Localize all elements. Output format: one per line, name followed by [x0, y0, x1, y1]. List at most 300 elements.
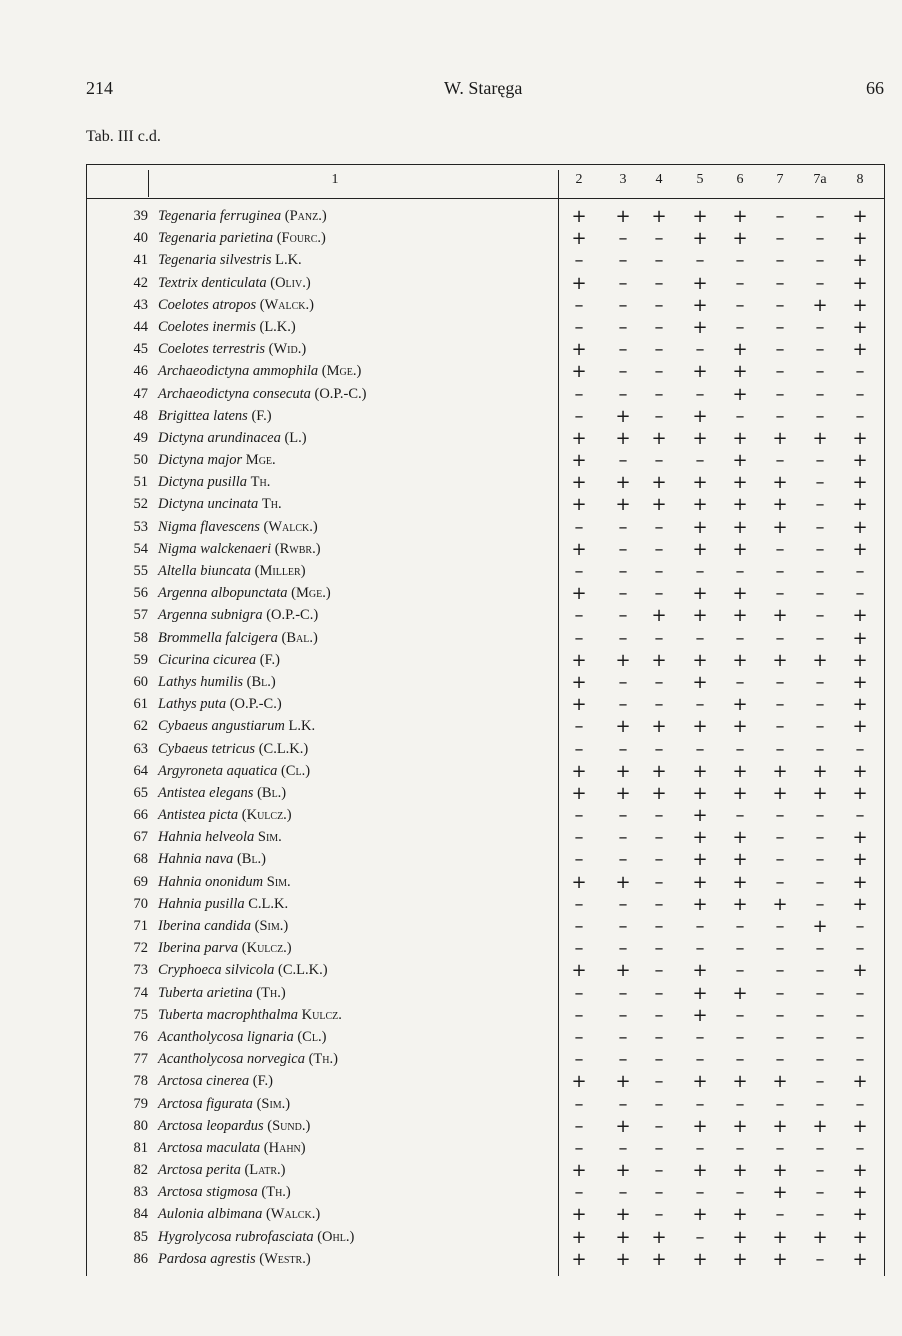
presence-mark: + [571, 1160, 587, 1182]
presence-mark: – [695, 250, 705, 272]
species-author: (Bal.) [281, 629, 318, 646]
presence-mark: – [815, 494, 825, 516]
species-cell [158, 607, 318, 624]
species-cell [158, 430, 307, 447]
row-number: 75 [133, 1006, 148, 1023]
presence-mark: – [654, 339, 664, 361]
table-row [86, 450, 884, 472]
presence-mark: – [735, 1049, 745, 1071]
species-cell [158, 341, 306, 358]
species-cell [158, 985, 286, 1002]
species-cell [158, 452, 276, 469]
presence-mark: – [695, 1026, 705, 1048]
species-name: Arctosa perita [158, 1162, 241, 1179]
species-name: Cybaeus tetricus [158, 740, 256, 757]
presence-mark: + [812, 649, 828, 671]
presence-mark: + [732, 760, 748, 782]
table-row [86, 1005, 884, 1027]
presence-mark: + [651, 1248, 667, 1270]
species-author: (Walck.) [259, 296, 314, 313]
presence-mark: + [852, 827, 868, 849]
presence-mark: – [775, 982, 785, 1004]
presence-mark: – [855, 561, 865, 582]
presence-mark: – [775, 916, 785, 937]
table-row [86, 406, 884, 428]
presence-mark: – [735, 1093, 745, 1115]
presence-mark: + [772, 893, 788, 915]
species-name: Lathys puta [158, 696, 227, 713]
presence-mark: + [571, 494, 587, 516]
presence-mark: – [574, 938, 584, 960]
presence-mark: – [654, 1182, 664, 1204]
presence-mark: – [815, 1182, 825, 1204]
row-number: 80 [133, 1117, 148, 1134]
presence-mark: + [571, 960, 587, 982]
species-name: Nigma walckenaeri [158, 540, 272, 557]
species-name: Altella biuncata [158, 563, 252, 579]
presence-mark: – [574, 1093, 584, 1115]
column-header: 3 [619, 172, 627, 187]
presence-mark: – [654, 228, 664, 250]
presence-mark: + [772, 427, 788, 449]
species-author: (Mge.) [321, 363, 362, 380]
table-row [86, 761, 884, 783]
species-name: Antistea elegans [158, 784, 254, 801]
presence-mark: – [654, 316, 664, 338]
species-name: Coelotes terrestris [158, 341, 266, 358]
presence-mark: – [654, 1115, 664, 1137]
presence-mark: – [654, 1204, 664, 1226]
presence-mark: + [812, 782, 828, 804]
row-number: 86 [133, 1250, 148, 1267]
species-author: (Miller) [254, 563, 306, 579]
presence-mark: + [852, 1160, 868, 1182]
row-number: 43 [133, 296, 148, 313]
presence-mark: – [815, 1004, 825, 1026]
presence-mark: – [695, 627, 705, 649]
species-author: (Th.) [261, 1184, 291, 1201]
presence-mark: – [735, 294, 745, 316]
presence-mark: + [732, 361, 748, 383]
species-author: (Fourc.) [276, 230, 326, 247]
row-number: 42 [133, 274, 148, 291]
presence-mark: + [852, 472, 868, 494]
species-author: (O.P.-C.) [266, 607, 319, 624]
species-author: (O.P.-C.) [229, 696, 282, 713]
presence-mark: – [618, 538, 628, 560]
presence-mark: + [852, 1071, 868, 1093]
species-cell [158, 741, 308, 758]
row-number: 73 [133, 962, 148, 979]
presence-mark: – [775, 339, 785, 361]
presence-mark: – [735, 272, 745, 294]
table-row [86, 1094, 884, 1116]
table-row [86, 384, 884, 406]
row-number: 55 [133, 563, 148, 579]
presence-mark: – [815, 250, 825, 272]
presence-mark: + [772, 760, 788, 782]
presence-mark: – [654, 871, 664, 893]
species-author: (Th.) [308, 1051, 338, 1068]
presence-mark: – [654, 1071, 664, 1093]
species-author: (C.L.K.) [258, 740, 309, 757]
presence-mark: – [735, 561, 745, 582]
presence-mark: + [615, 960, 631, 982]
presence-mark: + [692, 1115, 708, 1137]
row-number: 46 [133, 363, 148, 380]
presence-mark: – [815, 272, 825, 294]
presence-mark: + [732, 782, 748, 804]
presence-mark: – [574, 1049, 584, 1071]
presence-mark: – [815, 827, 825, 849]
presence-mark: + [615, 472, 631, 494]
species-author: (Bl.) [257, 784, 287, 801]
presence-mark: – [815, 583, 825, 605]
species-cell [158, 696, 282, 713]
presence-mark: – [695, 561, 705, 582]
presence-mark: – [855, 1004, 865, 1026]
presence-mark: – [815, 605, 825, 627]
table-row [86, 628, 884, 650]
row-number: 66 [133, 807, 148, 824]
presence-mark: – [775, 738, 785, 760]
presence-mark: – [775, 938, 785, 960]
presence-mark: – [815, 516, 825, 538]
table-row [86, 827, 884, 849]
presence-mark: + [571, 760, 587, 782]
presence-mark: – [815, 561, 825, 582]
presence-mark: – [735, 405, 745, 427]
presence-mark: + [615, 427, 631, 449]
header-divider [148, 170, 149, 197]
presence-mark: + [852, 206, 868, 227]
presence-mark: – [618, 982, 628, 1004]
species-name: Archaeodictyna consecuta [158, 385, 311, 402]
column-header: 7 [776, 172, 784, 187]
presence-mark: – [574, 1182, 584, 1204]
species-cell [158, 496, 282, 513]
presence-mark: + [732, 605, 748, 627]
presence-mark: – [574, 383, 584, 405]
row-number: 83 [133, 1184, 148, 1201]
presence-mark: – [735, 316, 745, 338]
presence-mark: – [815, 1204, 825, 1226]
table-row [86, 1138, 884, 1160]
presence-mark: + [852, 1182, 868, 1204]
presence-mark: – [618, 805, 628, 827]
presence-mark: + [732, 1115, 748, 1137]
presence-mark: + [692, 716, 708, 738]
presence-mark: + [772, 1226, 788, 1248]
presence-mark: + [812, 916, 828, 937]
presence-mark: + [732, 583, 748, 605]
table-row [86, 539, 884, 561]
presence-mark: – [695, 1049, 705, 1071]
species-cell [158, 208, 327, 225]
species-cell [158, 851, 266, 868]
presence-mark: + [852, 694, 868, 716]
presence-mark: – [815, 339, 825, 361]
species-cell [158, 541, 321, 558]
presence-mark: – [654, 561, 664, 582]
presence-mark: – [815, 538, 825, 560]
species-author: (L.K.) [259, 318, 296, 335]
species-name: Dictyna uncinata [158, 496, 259, 513]
row-number: 44 [133, 318, 148, 335]
presence-mark: – [775, 694, 785, 716]
species-table [86, 206, 884, 1271]
species-author: Sim. [266, 873, 291, 890]
presence-mark: – [855, 1093, 865, 1115]
presence-mark: – [654, 738, 664, 760]
presence-mark: + [772, 472, 788, 494]
presence-mark: – [815, 361, 825, 383]
presence-mark: + [852, 339, 868, 361]
presence-mark: – [618, 561, 628, 582]
presence-mark: + [732, 450, 748, 472]
species-cell [158, 408, 272, 425]
presence-mark: + [651, 605, 667, 627]
table-row [86, 739, 884, 761]
presence-mark: – [618, 383, 628, 405]
presence-mark: + [571, 272, 587, 294]
species-author: (Ohl.) [317, 1228, 355, 1245]
presence-mark: + [812, 294, 828, 316]
presence-mark: + [692, 316, 708, 338]
table-row [86, 561, 884, 583]
species-name: Textrix denticulata [158, 274, 267, 291]
presence-mark: + [692, 427, 708, 449]
row-number: 64 [133, 762, 148, 779]
presence-mark: – [574, 849, 584, 871]
species-cell [158, 1051, 338, 1068]
presence-mark: – [654, 627, 664, 649]
presence-mark: – [618, 627, 628, 649]
species-name: Brommella falcigera [158, 629, 278, 646]
row-number: 82 [133, 1162, 148, 1179]
column-header: 1 [331, 172, 339, 187]
presence-mark: – [618, 316, 628, 338]
species-name: Dictyna pusilla [158, 474, 248, 491]
presence-mark: + [692, 472, 708, 494]
presence-mark: + [852, 849, 868, 871]
row-number: 41 [133, 252, 148, 269]
presence-mark: – [695, 1226, 705, 1248]
presence-mark: + [812, 760, 828, 782]
species-author: (Mge.) [291, 585, 331, 602]
presence-mark: – [654, 250, 664, 272]
presence-mark: + [852, 427, 868, 449]
presence-mark: – [775, 250, 785, 272]
row-number: 48 [133, 407, 148, 424]
presence-mark: – [574, 605, 584, 627]
presence-mark: – [815, 738, 825, 760]
presence-mark: – [695, 383, 705, 405]
presence-mark: – [815, 1049, 825, 1071]
species-cell [158, 763, 310, 780]
presence-mark: + [852, 893, 868, 915]
presence-mark: – [775, 627, 785, 649]
table-row [86, 605, 884, 627]
presence-mark: – [618, 916, 628, 937]
presence-mark: + [651, 472, 667, 494]
presence-mark: + [692, 206, 708, 227]
presence-mark: – [695, 339, 705, 361]
presence-mark: – [574, 827, 584, 849]
presence-mark: – [654, 916, 664, 937]
species-name: Argenna albopunctata [158, 585, 288, 602]
presence-mark: + [692, 782, 708, 804]
presence-mark: + [692, 982, 708, 1004]
species-cell [158, 1206, 320, 1223]
species-name: Hygrolycosa rubrofasciata [158, 1228, 314, 1245]
table-row [86, 317, 884, 339]
presence-mark: – [775, 1026, 785, 1048]
presence-mark: – [574, 627, 584, 649]
species-author: (F.) [251, 407, 272, 424]
species-cell [158, 252, 302, 269]
presence-mark: + [732, 228, 748, 250]
presence-mark: + [571, 228, 587, 250]
presence-mark: + [692, 405, 708, 427]
presence-mark: + [651, 1226, 667, 1248]
species-name: Nigma flavescens [158, 518, 260, 535]
species-cell [158, 519, 318, 536]
row-number: 85 [133, 1228, 148, 1245]
presence-mark: + [772, 649, 788, 671]
presence-mark: – [654, 982, 664, 1004]
species-name: Hahnia pusilla [158, 895, 245, 912]
presence-mark: – [695, 1182, 705, 1204]
presence-mark: + [692, 494, 708, 516]
presence-mark: – [775, 383, 785, 405]
presence-mark: + [651, 206, 667, 227]
presence-mark: – [695, 694, 705, 716]
row-number: 59 [133, 651, 148, 668]
presence-mark: – [618, 1182, 628, 1204]
presence-mark: – [654, 849, 664, 871]
presence-mark: – [775, 405, 785, 427]
presence-mark: – [735, 1004, 745, 1026]
presence-mark: – [618, 450, 628, 472]
presence-mark: + [571, 871, 587, 893]
species-name: Cryphoeca silvicola [158, 962, 275, 979]
presence-mark: – [654, 1093, 664, 1115]
table-row [86, 1204, 884, 1226]
presence-mark: + [852, 760, 868, 782]
presence-mark: – [855, 383, 865, 405]
table-row [86, 783, 884, 805]
row-number: 67 [133, 829, 148, 846]
presence-mark: + [615, 871, 631, 893]
presence-mark: – [574, 805, 584, 827]
presence-mark: – [654, 1026, 664, 1048]
species-author: Kulcz. [301, 1006, 342, 1023]
species-name: Tegenaria silvestris [158, 252, 272, 269]
presence-mark: – [618, 339, 628, 361]
presence-mark: + [852, 316, 868, 338]
species-cell [158, 874, 291, 891]
row-number: 78 [133, 1073, 148, 1090]
table-row [86, 472, 884, 494]
presence-mark: + [651, 716, 667, 738]
presence-mark: – [815, 805, 825, 827]
presence-mark: – [654, 893, 664, 915]
presence-mark: – [735, 250, 745, 272]
page-header [86, 78, 884, 102]
presence-mark: + [732, 427, 748, 449]
presence-mark: – [815, 1093, 825, 1115]
presence-mark: + [852, 228, 868, 250]
species-cell [158, 807, 292, 824]
species-name: Antistea picta [158, 807, 239, 824]
row-number: 63 [133, 740, 148, 757]
presence-mark: – [654, 516, 664, 538]
presence-mark: – [735, 916, 745, 937]
table-row [86, 361, 884, 383]
presence-mark: + [772, 1071, 788, 1093]
presence-mark: – [654, 361, 664, 383]
presence-mark: – [775, 805, 785, 827]
presence-mark: + [852, 671, 868, 693]
species-author: Sim. [257, 829, 282, 846]
row-number: 70 [133, 895, 148, 912]
presence-mark: – [618, 516, 628, 538]
species-author: (Walck.) [265, 1206, 321, 1223]
table-row [86, 894, 884, 916]
presence-mark: + [615, 1226, 631, 1248]
row-number: 50 [133, 452, 148, 469]
table-row [86, 206, 884, 228]
species-author: (Sim.) [254, 918, 289, 934]
species-name: Tegenaria ferruginea [158, 208, 282, 224]
species-cell [158, 630, 318, 647]
presence-mark: – [695, 938, 705, 960]
presence-mark: + [692, 1004, 708, 1026]
presence-mark: – [618, 361, 628, 383]
presence-mark: – [574, 405, 584, 427]
species-cell [158, 1184, 291, 1201]
species-author: (Cl.) [280, 762, 311, 779]
presence-mark: + [732, 827, 748, 849]
table-row [86, 1071, 884, 1093]
presence-mark: – [775, 1204, 785, 1226]
presence-mark: + [852, 538, 868, 560]
table-row [86, 872, 884, 894]
presence-mark: + [732, 649, 748, 671]
table-row [86, 672, 884, 694]
presence-mark: – [855, 982, 865, 1004]
presence-mark: + [615, 649, 631, 671]
row-number: 81 [133, 1139, 148, 1156]
species-author: (Bl.) [246, 673, 276, 690]
table-row [86, 1160, 884, 1182]
species-cell [158, 962, 328, 979]
presence-mark: + [571, 1248, 587, 1270]
presence-mark: – [855, 405, 865, 427]
table-row [86, 339, 884, 361]
presence-mark: + [571, 361, 587, 383]
presence-mark: – [574, 1137, 584, 1159]
presence-mark: – [815, 893, 825, 915]
presence-mark: + [571, 1226, 587, 1248]
presence-mark: + [812, 1115, 828, 1137]
presence-mark: + [692, 228, 708, 250]
species-author: (Sim.) [256, 1095, 291, 1112]
species-name: Hahnia nava [158, 851, 234, 868]
presence-mark: – [815, 671, 825, 693]
presence-mark: + [571, 206, 587, 227]
